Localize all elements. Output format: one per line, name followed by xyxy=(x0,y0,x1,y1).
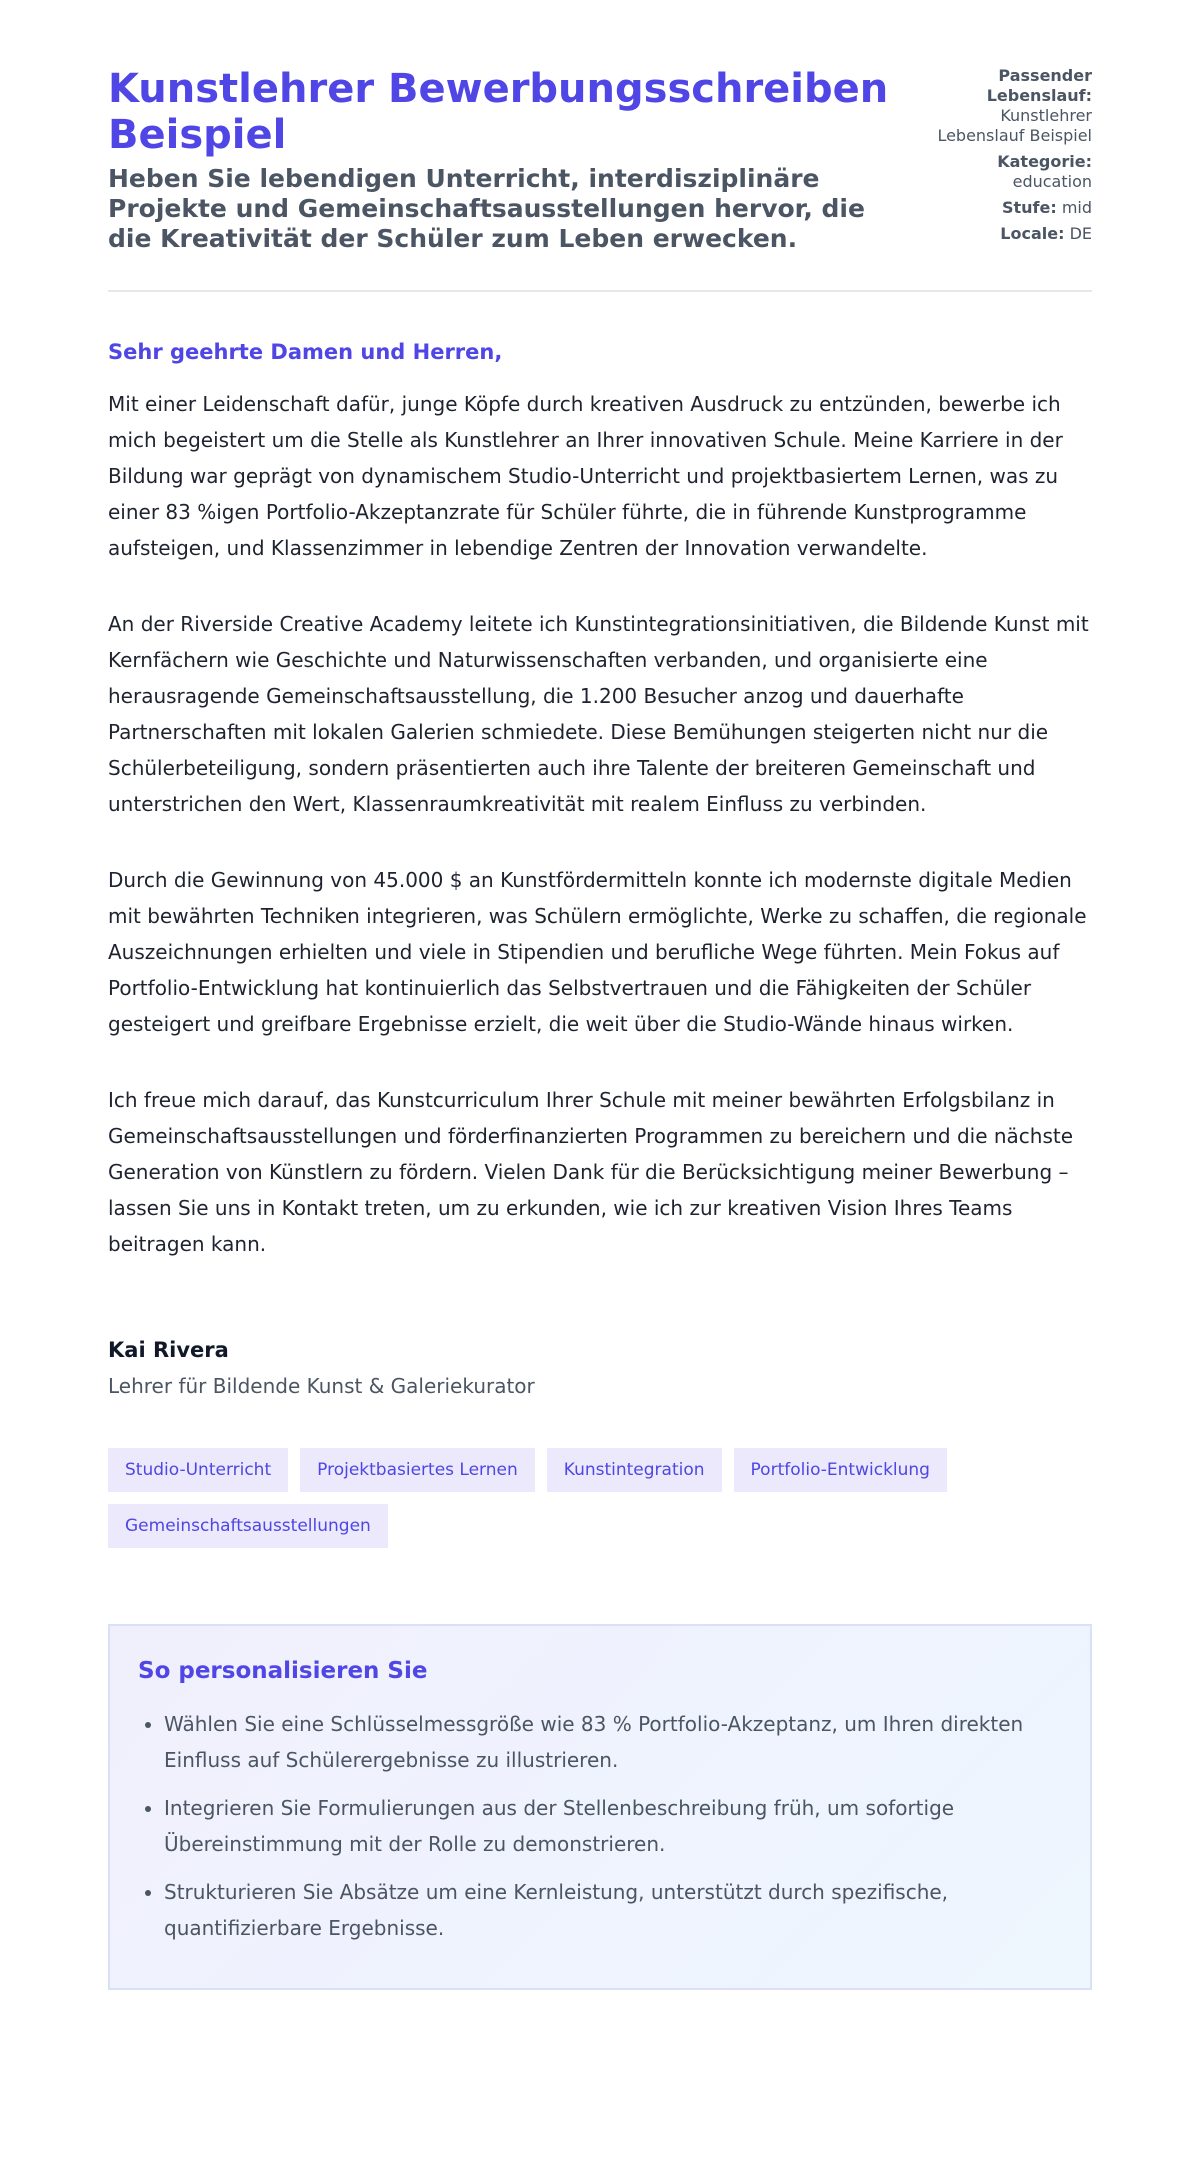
meta-value: mid xyxy=(1061,198,1092,217)
meta-category xyxy=(912,152,1092,192)
tips-list xyxy=(138,1706,1062,1946)
letter-paragraph: Durch die Gewinnung von 45.000 $ an Kunstfördermitteln konnte ich modernste digitale Medien mit bewährten Techniken integrieren, was Schülern ermöglichte, Werke zu schaffen, die regionale Auszeichnungen erhielten und viele in Stipendien und berufliche Wege führten. Mein Fokus auf Portfolio-Entwicklung hat kontinuierlich das Selbstvertrauen und die Fähigkeiten der Schüler gesteigert und greifbare Ergebnisse erzielt, die weit über die Studio-Wände hinaus wirken. xyxy=(108,868,1087,1036)
personalization-tips xyxy=(108,1624,1092,1990)
meta-level xyxy=(912,198,1092,218)
tip-item: • Strukturieren Sie Absätze um eine Kernleistung, unterstützt durch spezifische, quantifizierbare Ergebnisse. xyxy=(164,1874,1062,1946)
tag-list xyxy=(108,1448,1092,1548)
letter-paragraph: Mit einer Leidenschaft dafür, junge Köpfe durch kreativen Ausdruck zu entzünden, bewerbe ich mich begeistert um die Stelle als Kunstlehrer an Ihrer innovativen Schule. Meine Karriere in der Bildung war geprägt von dynamischem Studio-Unterricht und projektbasiertem Lernen, was zu einer 83 %igen Portfolio-Akzeptanzrate für Schüler führte, die in führende Kunstprogramme aufsteigen, und Klassenzimmer in lebendige Zentren der Innovation verwandelte. xyxy=(108,392,1063,560)
letter-paragraph: An der Riverside Creative Academy leitete ich Kunstintegrationsinitiativen, die Bildende Kunst mit Kernfächern wie Geschichte und Naturwissenschaften verbanden, und organisierte eine herausragende Gemeinschaftsausstellung, die 1.200 Besucher anzog und dauerhafte Partnerschaften mit lokalen Galerien schmiedete. Diese Bemühungen steigerten nicht nur die Schülerbeteiligung, sondern präsentierten auch ihre Talente der breiteren Gemeinschaft und unterstrichen den Wert, Klassenraumkreativität mit realem Einfluss zu verbinden. xyxy=(108,612,1089,816)
tips-title: So personalisieren Sie xyxy=(138,1658,428,1684)
page-title: Kunstlehrer Bewerbungsschreiben Beispiel xyxy=(108,66,889,158)
tag: Projektbasiertes Lernen xyxy=(300,1448,535,1492)
tip-item: • Wählen Sie eine Schlüsselmessgröße wie 83 % Portfolio-Akzeptanz, um Ihren direkten Einfluss auf Schülerergebnisse zu illustrieren. xyxy=(164,1706,1062,1778)
tag: Studio-Unterricht xyxy=(108,1448,288,1492)
signature-name: Kai Rivera xyxy=(108,1338,229,1362)
tag: Kunstintegration xyxy=(547,1448,722,1492)
signature-title: Lehrer für Bildende Kunst & Galeriekurator xyxy=(108,1374,535,1398)
meta-label: Locale: xyxy=(1000,224,1065,243)
meta-value: DE xyxy=(1069,224,1092,243)
page xyxy=(108,0,1092,1990)
letter-paragraph: Ich freue mich darauf, das Kunstcurriculum Ihrer Schule mit meiner bewährten Erfolgsbilanz in Gemeinschaftsausstellungen und förderfinanzierten Programmen zu bereichern und die nächste Generation von Künstlern zu fördern. Vielen Dank für die Berücksichtigung meiner Bewerbung – lassen Sie uns in Kontakt treten, um zu erkunden, wie ich zur kreativen Vision Ihres Teams beitragen kann. xyxy=(108,1088,1074,1256)
meta-value: education xyxy=(1012,172,1092,191)
tip-item: • Integrieren Sie Formulierungen aus der Stellenbeschreibung früh, um sofortige Übereinstimmung mit der Rolle zu demonstrieren. xyxy=(164,1790,1062,1862)
meta-value: Kunstlehrer Lebenslauf Beispiel xyxy=(937,106,1092,145)
tag: Gemeinschaftsausstellungen xyxy=(108,1504,388,1548)
meta-label: Stufe: xyxy=(1001,198,1057,217)
meta-label: Passender Lebenslauf: xyxy=(986,66,1092,105)
meta-resume xyxy=(912,66,1092,146)
meta-panel xyxy=(912,66,1092,250)
page-subtitle: Heben Sie lebendigen Unterricht, interdisziplinäre Projekte und Gemeinschaftsausstellungen hervor, die die Kreativität der Schüler zum Leben erwecken. xyxy=(108,164,865,253)
meta-locale xyxy=(912,224,1092,244)
page-header xyxy=(108,66,1092,292)
meta-label: Kategorie: xyxy=(997,152,1092,171)
salutation: Sehr geehrte Damen und Herren, xyxy=(108,340,503,364)
title-block xyxy=(108,66,908,254)
tag: Portfolio-Entwicklung xyxy=(734,1448,947,1492)
